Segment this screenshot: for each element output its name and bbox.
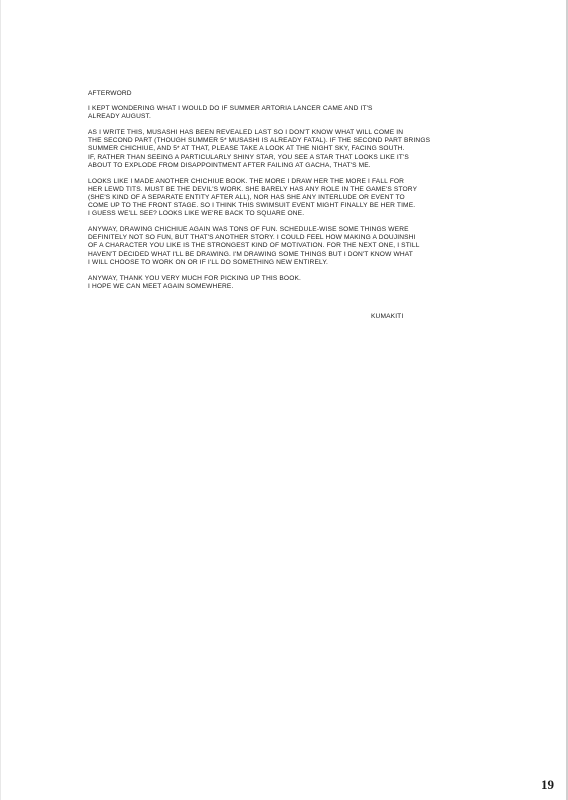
text-line: ANYWAY, THANK YOU VERY MUCH FOR PICKING UP THIS BOOK. (88, 274, 302, 282)
text-line: AS I WRITE THIS, MUSASHI HAS BEEN REVEALED LAST SO I DON'T KNOW WHAT WILL COME IN (88, 129, 404, 137)
text-line: LOOKS LIKE I MADE ANOTHER CHICHIUE BOOK. THE MORE I DRAW HER THE MORE I FALL FOR (88, 177, 405, 185)
text-line: ABOUT TO EXPLODE FROM DISAPPOINTMENT AFTER FAILING AT GACHA, THAT'S ME. (88, 161, 371, 169)
text-line: OF A CHARACTER YOU LIKE IS THE STRONGEST KIND OF MOTIVATION. FOR THE NEXT ONE, I STILL (88, 242, 420, 250)
afterword-heading: AFTERWORD (88, 90, 132, 97)
paragraph-5 (88, 275, 508, 291)
text-line: IF, RATHER THAN SEEING A PARTICULARLY SHINY STAR, YOU SEE A STAR THAT LOOKS LIKE IT'S (88, 153, 409, 161)
text-line: DEFINITELY NOT SO FUN, BUT THAT'S ANOTHER STORY. I COULD FEEL HOW MAKING A DOUJINSHI (88, 234, 416, 242)
text-line: HER LEWD TITS. MUST BE THE DEVIL'S WORK. SHE BARELY HAS ANY ROLE IN THE GAME'S STORY (88, 185, 418, 193)
text-line: SUMMER CHICHIUE, AND 5* AT THAT, PLEASE TAKE A LOOK AT THE NIGHT SKY, FACING SOUTH. (88, 145, 405, 153)
text-line: (SHE'S KIND OF A SEPARATE ENTITY AFTER ALL), NOR HAS SHE ANY INTERLUDE OR EVENT TO (88, 193, 405, 201)
text-line: COME UP TO THE FRONT STAGE. SO I THINK THIS SWIMSUIT EVENT MIGHT FINALLY BE HER TIME. (88, 202, 416, 210)
paragraph-3 (88, 178, 508, 218)
afterword-text-block (88, 90, 508, 299)
page-edge-left (0, 0, 1, 800)
text-line: I WILL CHOOSE TO WORK ON OR IF I'LL DO SOMETHING NEW ENTIRELY. (88, 258, 329, 266)
paragraph-1 (88, 105, 508, 121)
text-line: ANYWAY, DRAWING CHICHIUE AGAIN WAS TONS OF FUN. SCHEDULE-WISE SOME THINGS WERE (88, 226, 409, 234)
text-line: ALREADY AUGUST. (88, 113, 151, 121)
text-line: THE SECOND PART (THOUGH SUMMER 5* MUSASHI IS ALREADY FATAL). IF THE SECOND PART BRINGS (88, 137, 431, 145)
paragraph-4 (88, 226, 508, 266)
page-number: 19 (541, 777, 554, 792)
text-line: I KEPT WONDERING WHAT I WOULD DO IF SUMMER ARTORIA LANCER CAME AND IT'S (88, 105, 373, 113)
text-line: I HOPE WE CAN MEET AGAIN SOMEWHERE. (88, 282, 234, 290)
text-line: I GUESS WE'LL SEE? LOOKS LIKE WE'RE BACK TO SQUARE ONE. (88, 210, 305, 218)
paragraph-2 (88, 129, 508, 169)
text-line: HAVEN'T DECIDED WHAT I'LL BE DRAWING. I'M DRAWING SOME THINGS BUT I DON'T KNOW WHAT (88, 250, 413, 258)
author-signature: KUMAKITI (371, 313, 404, 320)
